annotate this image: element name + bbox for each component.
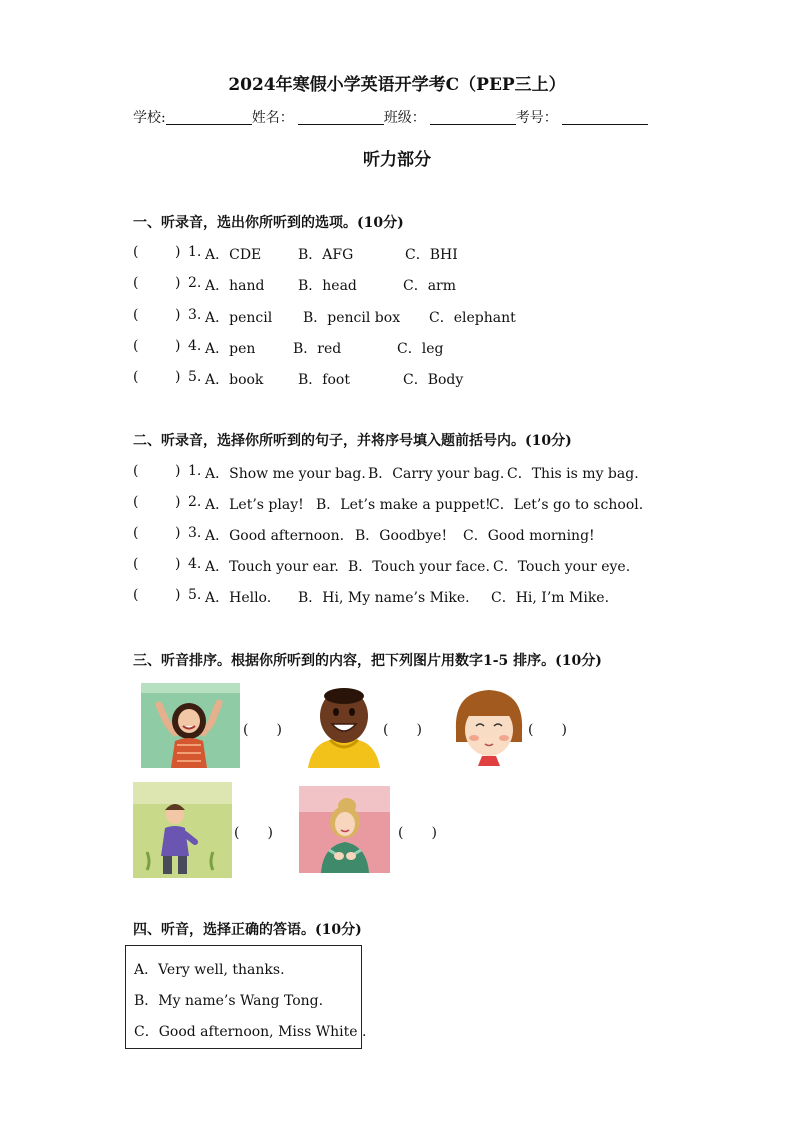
page-title: 2024年寒假小学英语开学考C（PEP三上） xyxy=(228,75,566,95)
picture-blonde-girl xyxy=(299,786,390,873)
close-paren[interactable]: ) xyxy=(175,275,181,291)
option-a: A．book xyxy=(205,372,264,388)
picture-girl-waving xyxy=(141,683,240,768)
option-b: B．foot xyxy=(298,372,350,388)
option-b: B．pencil box xyxy=(303,310,401,326)
answer-blank-2[interactable]: ( ) xyxy=(383,722,422,738)
option-b: B．Hi, My name’s Mike. xyxy=(298,590,470,606)
class-label: 班级： xyxy=(383,110,426,126)
question-number: 4. xyxy=(188,556,202,572)
picture-smiling-boy xyxy=(306,686,382,768)
question-number: 3. xyxy=(188,307,202,323)
name-label: 姓名： xyxy=(251,110,294,126)
answer-blank-1[interactable]: ( ) xyxy=(243,722,282,738)
smiling-boy-illustration xyxy=(306,686,382,768)
section2-heading: 二、听录音，选择你所听到的句子，并将序号填入题前括号内。(10分) xyxy=(133,433,572,449)
option-b: B．head xyxy=(298,278,357,294)
option-b: B．Touch your face. xyxy=(348,559,490,575)
girl-bob-illustration xyxy=(450,686,528,766)
close-paren[interactable]: ) xyxy=(175,244,181,260)
question-number: 2. xyxy=(188,494,202,510)
student-info-row xyxy=(133,107,648,127)
option-b: B．Carry your bag. xyxy=(368,466,505,482)
option-c: C．Touch your eye. xyxy=(493,559,631,575)
open-paren: ( xyxy=(133,338,139,354)
open-paren: ( xyxy=(133,587,139,603)
answer-options-box xyxy=(125,945,367,1049)
close-paren[interactable]: ) xyxy=(175,525,181,541)
option-a: A．Good afternoon. xyxy=(205,528,345,544)
open-paren: ( xyxy=(133,556,139,572)
option-a: A．hand xyxy=(205,278,265,294)
answer-blank-5[interactable]: ( ) xyxy=(398,825,437,841)
picture-girl-bob-hair xyxy=(450,686,528,766)
option-a: A．Show me your bag. xyxy=(205,466,366,482)
open-paren: ( xyxy=(133,369,139,385)
question-number: 1. xyxy=(188,244,202,260)
option-b: B．Let’s make a puppet! xyxy=(316,497,491,513)
close-paren[interactable]: ) xyxy=(175,307,181,323)
option-c: C．Body xyxy=(403,372,464,388)
open-paren: ( xyxy=(133,307,139,323)
option-c: C．Good morning! xyxy=(463,528,595,544)
open-paren: ( xyxy=(133,463,139,479)
name-blank[interactable] xyxy=(298,110,384,125)
school-blank[interactable] xyxy=(166,110,252,125)
answer-option-b: B．My name’s Wang Tong. xyxy=(134,993,324,1009)
section-subtitle: 听力部分 xyxy=(363,150,431,170)
question-number: 3. xyxy=(188,525,202,541)
open-paren: ( xyxy=(133,244,139,260)
option-a: A．pencil xyxy=(205,310,273,326)
picture-boy-pointing xyxy=(133,782,232,878)
option-c: C．BHI xyxy=(405,247,458,263)
question-number: 4. xyxy=(188,338,202,354)
option-c: C．Hi, I’m Mike. xyxy=(491,590,610,606)
option-c: C．leg xyxy=(397,341,444,357)
close-paren[interactable]: ) xyxy=(175,369,181,385)
option-c: C．arm xyxy=(403,278,457,294)
option-c: C．This is my bag. xyxy=(507,466,639,482)
question-number: 5. xyxy=(188,587,202,603)
answer-blank-4[interactable]: ( ) xyxy=(234,825,273,841)
close-paren[interactable]: ) xyxy=(175,338,181,354)
open-paren: ( xyxy=(133,525,139,541)
number-blank[interactable] xyxy=(562,110,648,125)
question-number: 2. xyxy=(188,275,202,291)
section1-heading: 一、听录音，选出你所听到的选项。(10分) xyxy=(133,215,404,231)
close-paren[interactable]: ) xyxy=(175,556,181,572)
option-b: B．red xyxy=(293,341,342,357)
question-number: 5. xyxy=(188,369,202,385)
number-label: 考号： xyxy=(515,110,558,126)
answer-blank-3[interactable]: ( ) xyxy=(528,722,567,738)
girl-waving-illustration xyxy=(141,683,240,768)
section3-heading: 三、听音排序。根据你所听到的内容，把下列图片用数字1-5 排序。(10分) xyxy=(133,653,602,669)
section4-heading: 四、听音，选择正确的答语。(10分) xyxy=(133,922,362,938)
option-b: B．AFG xyxy=(298,247,354,263)
option-c: C．elephant xyxy=(429,310,516,326)
blonde-girl-illustration xyxy=(299,786,390,873)
option-b: B．Goodbye! xyxy=(355,528,448,544)
school-label: 学校: xyxy=(133,110,166,126)
option-a: A．CDE xyxy=(205,247,262,263)
class-blank[interactable] xyxy=(430,110,516,125)
boy-pointing-illustration xyxy=(133,782,232,878)
close-paren[interactable]: ) xyxy=(175,494,181,510)
option-a: A．pen xyxy=(205,341,256,357)
close-paren[interactable]: ) xyxy=(175,587,181,603)
open-paren: ( xyxy=(133,494,139,510)
option-a: A．Touch your ear. xyxy=(205,559,339,575)
option-c: C．Let’s go to school. xyxy=(489,497,644,513)
question-number: 1. xyxy=(188,463,202,479)
close-paren[interactable]: ) xyxy=(175,463,181,479)
answer-option-c: C．Good afternoon, Miss White . xyxy=(134,1024,367,1040)
open-paren: ( xyxy=(133,275,139,291)
option-a: A．Hello. xyxy=(205,590,272,606)
option-a: A．Let’s play! xyxy=(205,497,304,513)
answer-option-a: A．Very well, thanks. xyxy=(134,962,285,978)
